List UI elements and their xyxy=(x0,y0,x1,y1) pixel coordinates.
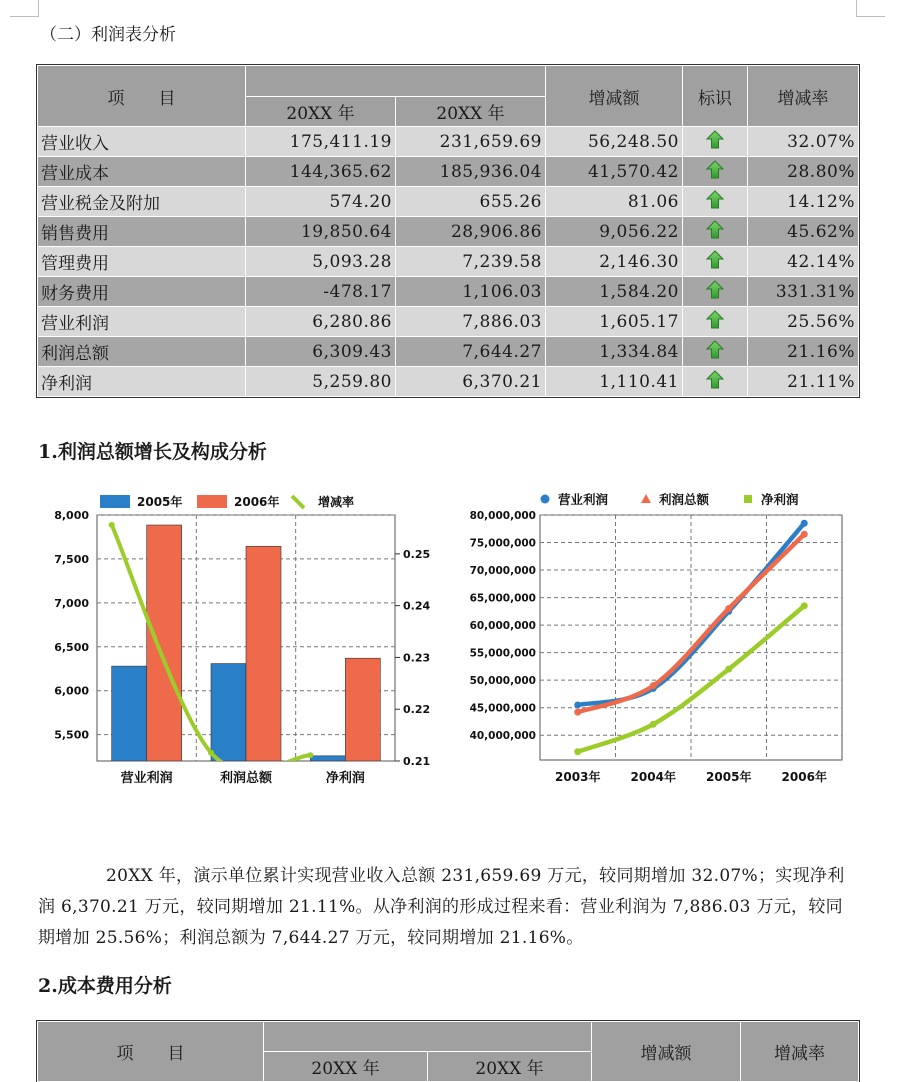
row-rate: 21.16% xyxy=(748,337,859,367)
cost-header-year2: 20XX 年 xyxy=(428,1052,592,1082)
table-row xyxy=(38,277,859,307)
y-tick-label: 65,000,000 xyxy=(469,592,536,605)
profit-table-body xyxy=(38,127,859,397)
row-flag xyxy=(683,247,748,277)
y-tick-label: 75,000,000 xyxy=(469,537,536,550)
row-value-year1: 6,309.43 xyxy=(246,337,396,367)
y-tick-label: 6,000 xyxy=(54,684,89,698)
bar-2006 xyxy=(345,658,380,761)
cost-header-item: 项 目 xyxy=(38,1022,264,1082)
header-years-group xyxy=(246,66,546,97)
up-arrow-icon xyxy=(706,370,724,394)
series-point xyxy=(574,709,581,716)
series-point xyxy=(650,682,657,689)
row-rate: 45.62% xyxy=(748,217,859,247)
row-change: 1,584.20 xyxy=(546,277,683,307)
row-change: 1,605.17 xyxy=(546,307,683,337)
row-value-year2: 1,106.03 xyxy=(396,277,546,307)
row-change: 1,110.41 xyxy=(546,367,683,397)
row-value-year1: 19,850.64 xyxy=(246,217,396,247)
bar-2006 xyxy=(246,546,281,761)
y2-tick-label: 0.21 xyxy=(403,755,431,768)
table-row xyxy=(38,217,859,247)
up-arrow-icon xyxy=(706,340,724,364)
section-title: （二）利润表分析 xyxy=(40,25,176,45)
x-tick-label: 2004年 xyxy=(630,770,676,784)
row-value-year1: 175,411.19 xyxy=(246,127,396,157)
row-value-year2: 7,886.03 xyxy=(396,307,546,337)
row-flag xyxy=(683,337,748,367)
legend-label: 利润总额 xyxy=(659,492,710,507)
x-tick-label: 2006年 xyxy=(781,770,827,784)
row-value-year2: 7,239.58 xyxy=(396,247,546,277)
row-value-year2: 231,659.69 xyxy=(396,127,546,157)
row-value-year1: 6,280.86 xyxy=(246,307,396,337)
legend-label: 营业利润 xyxy=(558,492,609,507)
legend-marker-circle xyxy=(541,495,550,504)
header-flag: 标识 xyxy=(683,66,748,127)
heading-cost-analysis: 2.成本费用分析 xyxy=(38,975,172,997)
up-arrow-icon xyxy=(706,310,724,334)
y-tick-label: 45,000,000 xyxy=(469,702,536,715)
y-tick-label: 80,000,000 xyxy=(469,510,536,522)
row-value-year1: -478.17 xyxy=(246,277,396,307)
row-change: 81.06 xyxy=(546,187,683,217)
y-tick-label: 60,000,000 xyxy=(469,620,536,633)
y-tick-label: 7,000 xyxy=(54,596,89,610)
row-name: 利润总额 xyxy=(38,337,246,367)
row-flag xyxy=(683,187,748,217)
row-value-year2: 7,644.27 xyxy=(396,337,546,367)
row-value-year1: 5,093.28 xyxy=(246,247,396,277)
legend-label: 2006年 xyxy=(234,495,280,509)
rate-point xyxy=(208,750,214,756)
row-flag xyxy=(683,157,748,187)
y-tick-label: 5,500 xyxy=(54,728,89,742)
up-arrow-icon xyxy=(706,160,724,184)
cost-header-year1: 20XX 年 xyxy=(264,1052,428,1082)
legend-label: 增减率 xyxy=(318,495,355,509)
row-rate: 14.12% xyxy=(748,187,859,217)
y2-tick-label: 0.22 xyxy=(403,703,431,717)
bar-2006 xyxy=(147,525,182,761)
series-point xyxy=(650,721,657,728)
up-arrow-icon xyxy=(706,190,724,214)
x-tick-label: 净利润 xyxy=(325,771,365,786)
legend-marker-triangle xyxy=(641,494,651,503)
up-arrow-icon xyxy=(706,280,724,304)
row-value-year1: 5,259.80 xyxy=(246,367,396,397)
row-name: 净利润 xyxy=(38,367,246,397)
row-name: 营业利润 xyxy=(38,307,246,337)
y-tick-label: 50,000,000 xyxy=(469,675,536,688)
cost-header-change: 增减额 xyxy=(592,1022,741,1082)
y-tick-label: 8,000 xyxy=(54,509,89,522)
up-arrow-icon xyxy=(706,250,724,274)
table-row xyxy=(38,367,859,397)
y2-tick-label: 0.24 xyxy=(403,599,431,613)
series-point xyxy=(725,605,732,612)
y-tick-label: 40,000,000 xyxy=(469,730,536,743)
series-point xyxy=(801,520,808,527)
row-flag xyxy=(683,307,748,337)
rate-point xyxy=(307,752,313,758)
bar-2005 xyxy=(211,664,246,761)
row-value-year2: 185,936.04 xyxy=(396,157,546,187)
row-change: 56,248.50 xyxy=(546,127,683,157)
row-value-year2: 6,370.21 xyxy=(396,367,546,397)
y-tick-label: 7,500 xyxy=(54,552,89,566)
x-tick-label: 利润总额 xyxy=(219,771,273,786)
x-tick-label: 2005年 xyxy=(706,770,752,784)
row-flag xyxy=(683,277,748,307)
table-row xyxy=(38,307,859,337)
header-rate: 增减率 xyxy=(748,66,859,127)
rate-point xyxy=(109,522,115,528)
row-rate: 28.80% xyxy=(748,157,859,187)
row-value-year2: 28,906.86 xyxy=(396,217,546,247)
profit-table xyxy=(37,65,859,397)
row-rate: 32.07% xyxy=(748,127,859,157)
y-tick-label: 55,000,000 xyxy=(469,647,536,660)
table-row xyxy=(38,247,859,277)
row-value-year1: 574.20 xyxy=(246,187,396,217)
row-name: 财务费用 xyxy=(38,277,246,307)
row-change: 2,146.30 xyxy=(546,247,683,277)
header-change: 增减额 xyxy=(546,66,683,127)
row-value-year1: 144,365.62 xyxy=(246,157,396,187)
table-row xyxy=(38,127,859,157)
x-tick-label: 2003年 xyxy=(555,770,601,784)
row-flag xyxy=(683,127,748,157)
up-arrow-icon xyxy=(706,130,724,154)
legend-swatch-2006 xyxy=(197,495,227,508)
header-year2: 20XX 年 xyxy=(396,97,546,127)
row-flag xyxy=(683,367,748,397)
row-rate: 21.11% xyxy=(748,367,859,397)
row-name: 管理费用 xyxy=(38,247,246,277)
row-name: 营业税金及附加 xyxy=(38,187,246,217)
row-name: 营业收入 xyxy=(38,127,246,157)
row-change: 41,570.42 xyxy=(546,157,683,187)
bar-2005 xyxy=(310,756,345,761)
row-rate: 331.31% xyxy=(748,277,859,307)
bar-2005 xyxy=(112,666,147,761)
analysis-paragraph: 20XX 年，演示单位累计实现营业收入总额 231,659.69 万元，较同期增加 32.07%；实现净利润 6,370.21 万元，较同期增加 21.11%。从净利润的形成过程来看：营业利润为 7,886.03 万元，较同期增加 25.56%；利润总额为 7,644.27 万元，较同期增加 21.16%。 xyxy=(38,866,845,948)
row-value-year2: 655.26 xyxy=(396,187,546,217)
series-point xyxy=(574,701,581,708)
series-point xyxy=(801,531,808,538)
y-tick-label: 70,000,000 xyxy=(469,565,536,578)
cost-header-years-group xyxy=(264,1022,592,1052)
header-item: 项 目 xyxy=(38,66,246,127)
table-row xyxy=(38,337,859,367)
header-year1: 20XX 年 xyxy=(246,97,396,127)
series-point xyxy=(801,602,808,609)
table-row xyxy=(38,157,859,187)
x-tick-label: 营业利润 xyxy=(120,771,173,786)
row-flag xyxy=(683,217,748,247)
legend-marker-square xyxy=(744,495,752,503)
cost-header-rate: 增减率 xyxy=(741,1022,859,1082)
up-arrow-icon xyxy=(706,220,724,244)
legend-label: 2005年 xyxy=(137,495,183,509)
heading-profit-growth: 1.利润总额增长及构成分析 xyxy=(38,441,267,463)
page-corner-mark-right xyxy=(856,0,885,17)
cost-table xyxy=(37,1021,859,1082)
page-corner-mark-left xyxy=(10,0,39,17)
bar-line-chart xyxy=(40,484,450,794)
row-name: 销售费用 xyxy=(38,217,246,247)
row-rate: 42.14% xyxy=(748,247,859,277)
legend-swatch-rate xyxy=(292,496,304,508)
y2-tick-label: 0.23 xyxy=(403,651,431,665)
y-tick-label: 6,500 xyxy=(54,640,89,654)
series-point xyxy=(725,666,732,673)
trend-line-chart xyxy=(460,484,860,794)
y2-tick-label: 0.25 xyxy=(403,547,431,561)
legend-label: 净利润 xyxy=(761,492,799,507)
legend-swatch-2005 xyxy=(100,495,130,508)
table-row xyxy=(38,187,859,217)
row-rate: 25.56% xyxy=(748,307,859,337)
row-name: 营业成本 xyxy=(38,157,246,187)
row-change: 1,334.84 xyxy=(546,337,683,367)
series-point xyxy=(574,748,581,755)
row-change: 9,056.22 xyxy=(546,217,683,247)
